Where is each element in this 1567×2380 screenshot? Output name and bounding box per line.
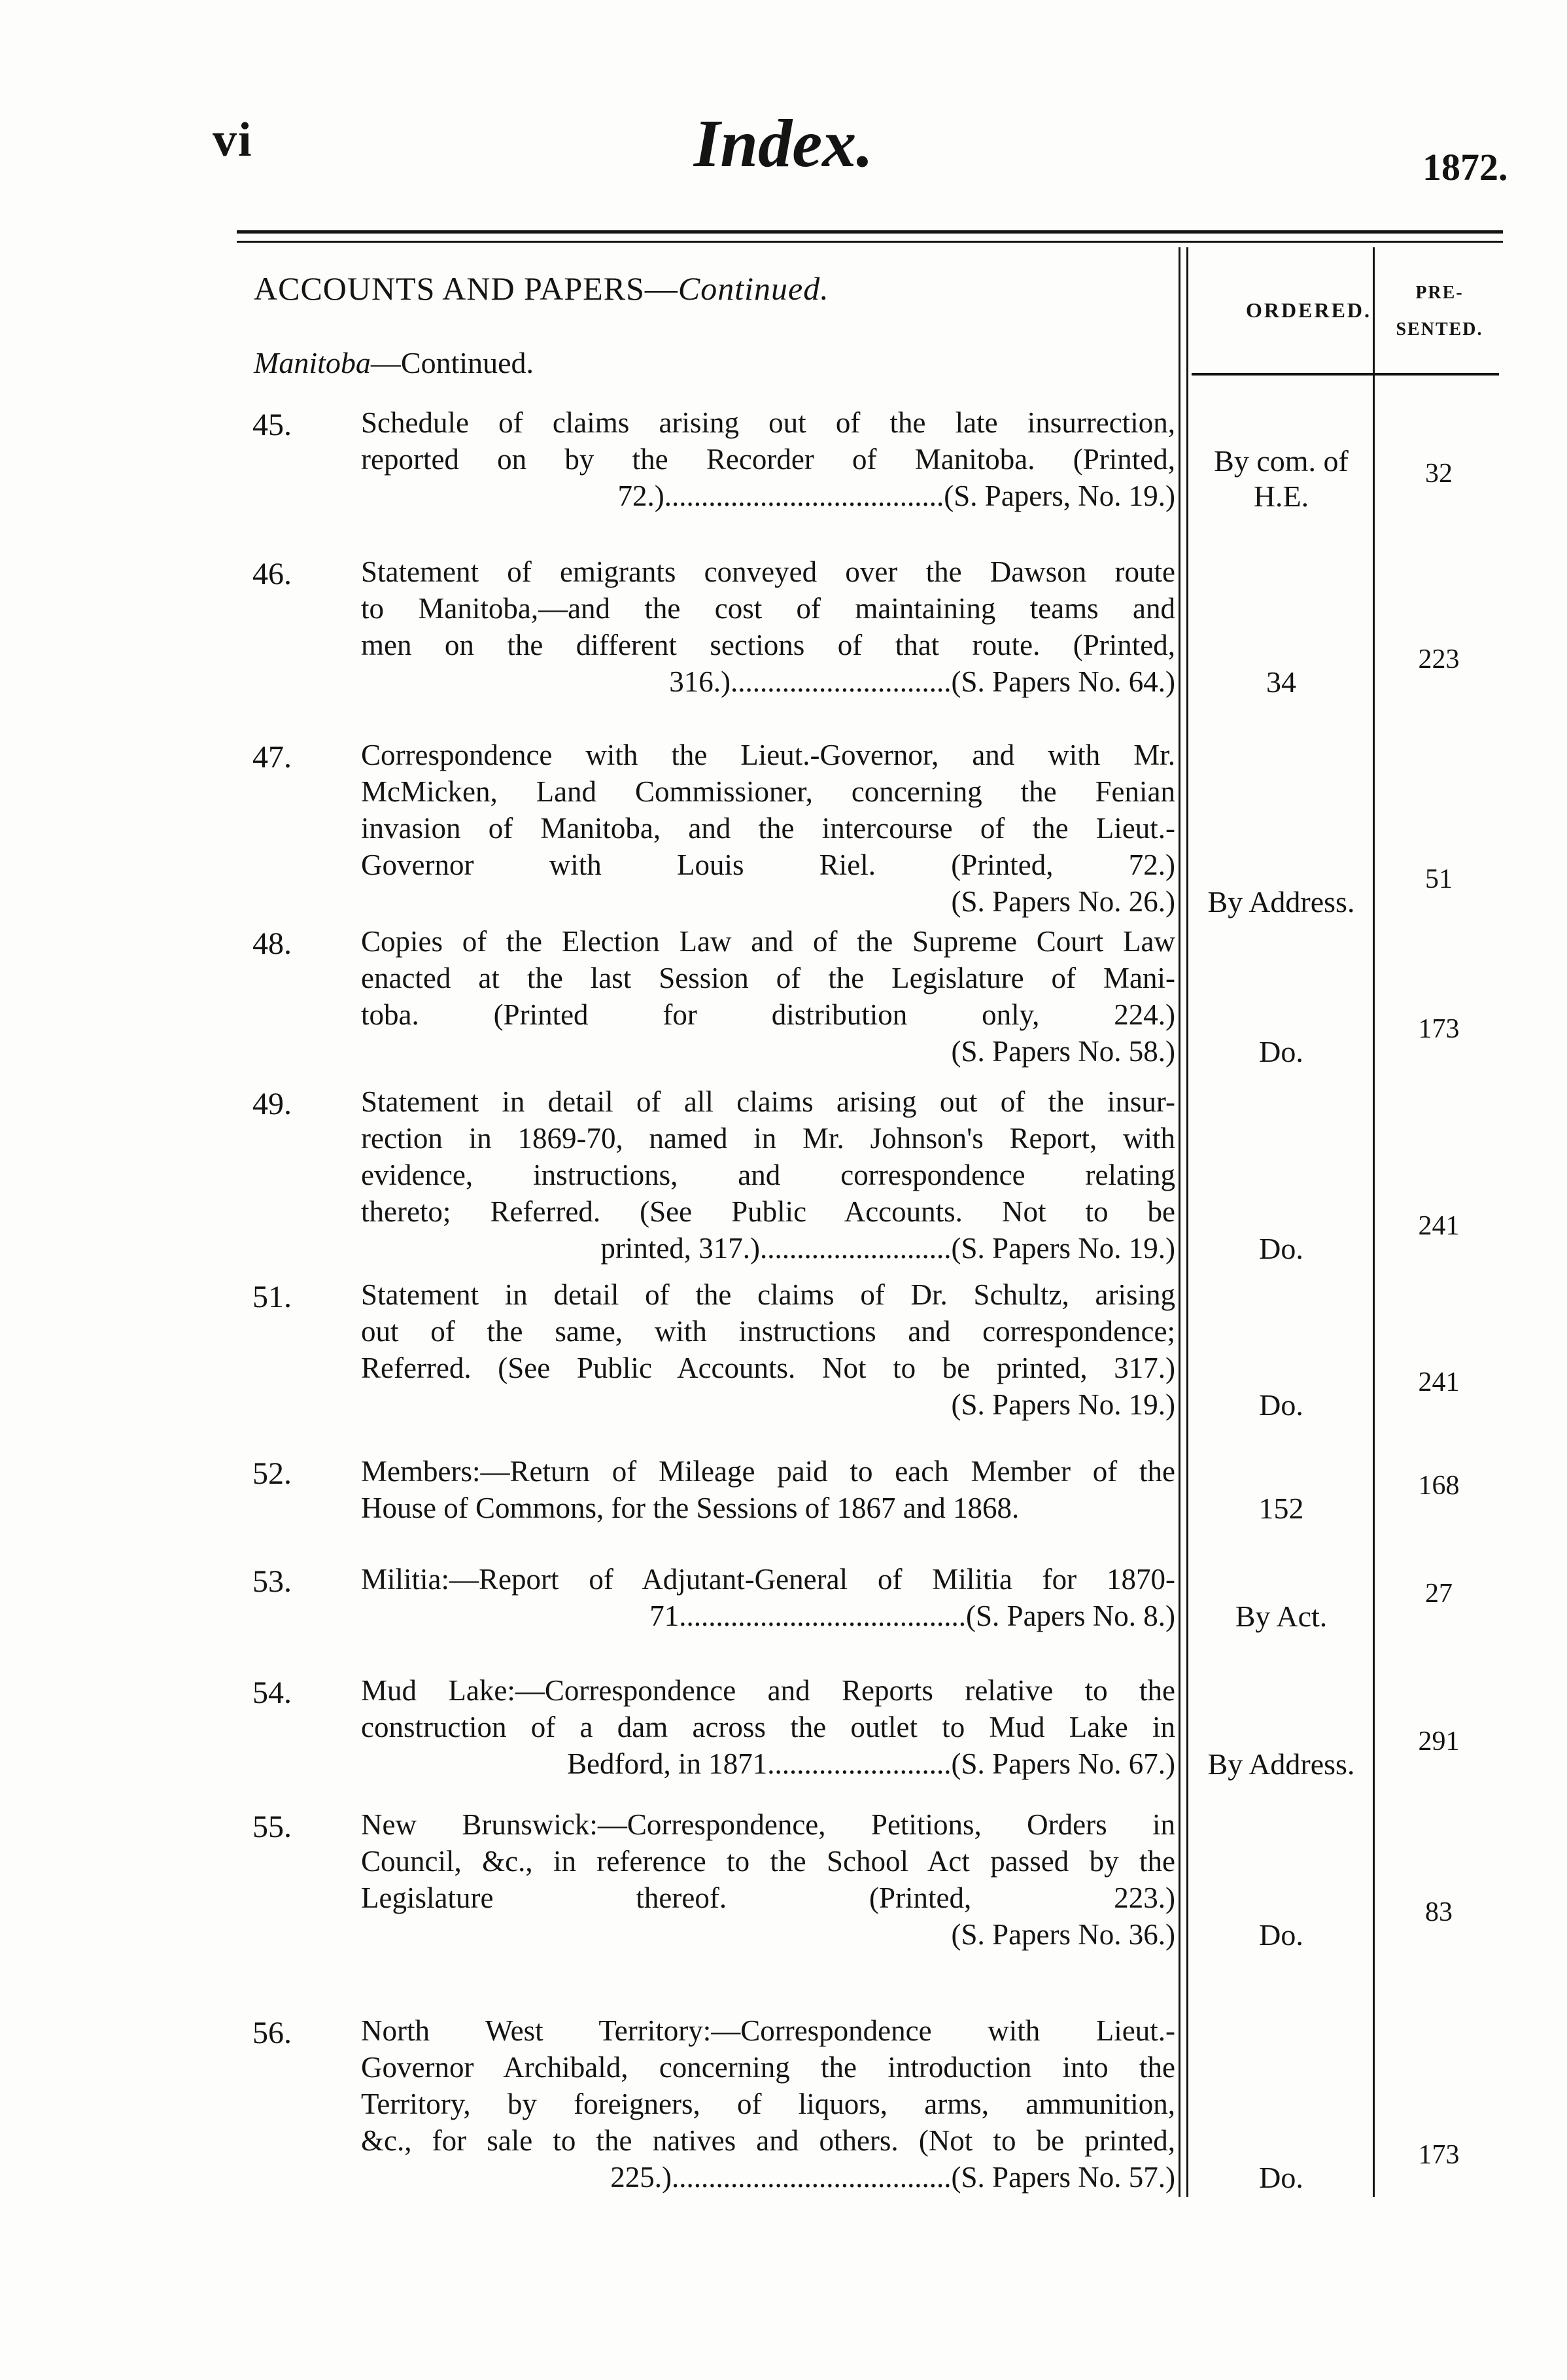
entry-ordered: [1189, 665, 1373, 700]
entry-ordered: [1189, 2160, 1373, 2196]
entry-line: Territory, by foreigners, of liquors, arms, ammunition,: [361, 2088, 1175, 2120]
presented-header-line-1: PRE-: [1415, 283, 1464, 303]
entry-line: men on the different sections of that route. (Printed,: [361, 629, 1175, 661]
ordered-line: Do.: [1259, 1388, 1303, 1422]
entry-number: 51.: [252, 1280, 292, 1314]
entry-number: 48.: [252, 926, 292, 961]
entry-ordered: [1189, 1491, 1373, 1526]
header-rule-thin: [237, 241, 1503, 243]
entry-line: Copies of the Election Law and of the Supreme Court Law: [361, 925, 1175, 958]
entry-text: [361, 1672, 1175, 1782]
entry-line: thereto; Referred. (See Public Accounts. Not to be: [361, 1195, 1175, 1228]
entry-line: North West Territory:—Correspondence with Lieut.-: [361, 2014, 1175, 2047]
ordered-line: By Address.: [1207, 885, 1355, 919]
entry-presented: 291: [1418, 1726, 1460, 1757]
entry-presented: 51: [1425, 864, 1453, 894]
column-header-rule: [1192, 373, 1499, 376]
entry-presented: 27: [1425, 1579, 1453, 1609]
entry-line: construction of a dam across the outlet to Mud Lake in: [361, 1711, 1175, 1743]
ordered-line: Do.: [1259, 1918, 1303, 1951]
entry-number: 53.: [252, 1564, 292, 1599]
entry-line: 71.......................................(S. Papers No. 8.): [649, 1600, 1175, 1632]
entry-line: (S. Papers No. 36.): [951, 1918, 1175, 1951]
entry-ordered: [1189, 1917, 1373, 1953]
ordered-line: By com. of: [1214, 444, 1349, 478]
entry-line: 316.)..............................(S. Papers No. 64.): [669, 665, 1175, 698]
subsection-title: [254, 345, 534, 380]
ordered-line: Do.: [1259, 1035, 1303, 1068]
entry-line: Governor Archibald, concerning the introduction into the: [361, 2051, 1175, 2084]
entry-line: enacted at the last Session of the Legislature of Mani-: [361, 962, 1175, 994]
entry-line: invasion of Manitoba, and the intercourse of the Lieut.-: [361, 812, 1175, 845]
entry-line: Schedule of claims arising out of the late insurrection,: [361, 406, 1175, 439]
entry-line: Members:—Return of Mileage paid to each Member of the: [361, 1455, 1175, 1488]
entry-presented: 223: [1418, 644, 1460, 674]
entry-ordered: [1189, 1599, 1373, 1634]
entry-line: Governor with Louis Riel. (Printed, 72.): [361, 849, 1175, 881]
entry-number: 47.: [252, 740, 292, 775]
entry-line: evidence, instructions, and correspondence relating: [361, 1159, 1175, 1191]
entry-line: printed, 317.)..........................(S. Papers No. 19.): [600, 1232, 1175, 1265]
entry-text: [361, 1276, 1175, 1423]
entry-line: Referred. (See Public Accounts. Not to be printed, 317.): [361, 1352, 1175, 1384]
entry-ordered: [1189, 1231, 1373, 1267]
entry-line: (S. Papers No. 19.): [951, 1388, 1175, 1421]
entry-line: to Manitoba,—and the cost of maintaining teams and: [361, 592, 1175, 625]
column-divider: [1179, 247, 1180, 2197]
entry-ordered: [1189, 444, 1373, 514]
column-header-presented: [1377, 275, 1502, 348]
ordered-line: 34: [1266, 665, 1296, 699]
column-divider: [1186, 247, 1188, 2197]
entry-presented: 241: [1418, 1211, 1460, 1241]
ordered-line: H.E.: [1253, 480, 1309, 513]
ordered-line: By Address.: [1207, 1747, 1355, 1781]
entry-ordered: [1189, 1388, 1373, 1423]
subsection-suffix: —Continued.: [370, 346, 534, 379]
column-divider: [1373, 247, 1375, 2197]
ordered-line: 152: [1258, 1492, 1304, 1525]
page-number: vi: [213, 113, 253, 167]
entry-presented: 168: [1418, 1471, 1460, 1501]
entry-text: [361, 1083, 1175, 1267]
entry-line: Militia:—Report of Adjutant-General of Militia for 1870-: [361, 1563, 1175, 1596]
section-title-text: ACCOUNTS AND PAPERS: [254, 270, 645, 307]
entry-line: 72.)......................................(S. Papers, No. 19.): [617, 480, 1175, 512]
ordered-line: Do.: [1259, 2161, 1303, 2194]
entry-ordered: [1189, 884, 1373, 920]
entry-presented: 241: [1418, 1367, 1460, 1397]
entry-number: 54.: [252, 1675, 292, 1710]
entry-line: Correspondence with the Lieut.-Governor, and with Mr.: [361, 739, 1175, 771]
section-title: ACCOUNTS AND PAPERS—Continued.: [254, 270, 829, 307]
entry-text: [361, 1561, 1175, 1634]
entry-number: 52.: [252, 1456, 292, 1491]
entry-text: [361, 1453, 1175, 1526]
entry-presented: 32: [1425, 459, 1453, 489]
entry-line: out of the same, with instructions and correspondence;: [361, 1315, 1175, 1348]
entry-line: McMicken, Land Commissioner, concerning the Fenian: [361, 775, 1175, 808]
entry-number: 55.: [252, 1810, 292, 1844]
entry-line: New Brunswick:—Correspondence, Petitions, Orders in: [361, 1808, 1175, 1841]
entry-text: [361, 1806, 1175, 1953]
entry-presented: 173: [1418, 1014, 1460, 1044]
entry-text: [361, 2012, 1175, 2196]
header-rule-thick: [237, 230, 1503, 234]
entry-line: toba. (Printed for distribution only, 224.): [361, 998, 1175, 1031]
entry-line: House of Commons, for the Sessions of 1867 and 1868.: [361, 1492, 1020, 1524]
entry-line: &c., for sale to the natives and others. (Not to be printed,: [361, 2124, 1175, 2157]
entry-line: reported on by the Recorder of Manitoba. (Printed,: [361, 443, 1175, 476]
entry-line: Council, &c., in reference to the School Act passed by the: [361, 1845, 1175, 1878]
entry-number: 46.: [252, 557, 292, 591]
entry-number: 45.: [252, 408, 292, 442]
entry-line: rection in 1869-70, named in Mr. Johnson's Report, with: [361, 1122, 1175, 1155]
section-title-suffix: Continued.: [678, 270, 829, 307]
ordered-line: Do.: [1259, 1232, 1303, 1265]
entry-ordered: [1189, 1747, 1373, 1782]
page-title: Index.: [693, 106, 874, 181]
entry-presented: 83: [1425, 1897, 1453, 1927]
entry-line: Statement in detail of the claims of Dr. Schultz, arising: [361, 1278, 1175, 1311]
presented-header-line-2: SENTED.: [1396, 319, 1483, 340]
entry-text: [361, 923, 1175, 1070]
entry-line: (S. Papers No. 58.): [951, 1035, 1175, 1068]
entry-line: Bedford, in 1871.........................(S. Papers No. 67.): [567, 1747, 1175, 1780]
entry-line: Statement of emigrants conveyed over the Dawson route: [361, 555, 1175, 588]
entry-text: [361, 737, 1175, 920]
entry-ordered: [1189, 1034, 1373, 1070]
entry-presented: 173: [1418, 2140, 1460, 2170]
entry-number: 49.: [252, 1087, 292, 1121]
entry-line: Mud Lake:—Correspondence and Reports relative to the: [361, 1674, 1175, 1707]
ordered-line: By Act.: [1235, 1600, 1328, 1633]
entry-number: 56.: [252, 2016, 292, 2050]
entry-line: (S. Papers No. 26.): [951, 885, 1175, 918]
column-header-ordered: ORDERED.: [1246, 298, 1372, 322]
entry-text: [361, 553, 1175, 700]
entry-line: 225.)......................................(S. Papers No. 57.): [610, 2161, 1175, 2194]
entry-text: [361, 404, 1175, 514]
page-year: 1872.: [1422, 146, 1508, 188]
subsection-name: Manitoba: [254, 346, 371, 379]
entry-line: Statement in detail of all claims arising out of the insur-: [361, 1085, 1175, 1118]
entry-line: Legislature thereof. (Printed, 223.): [361, 1881, 1175, 1914]
